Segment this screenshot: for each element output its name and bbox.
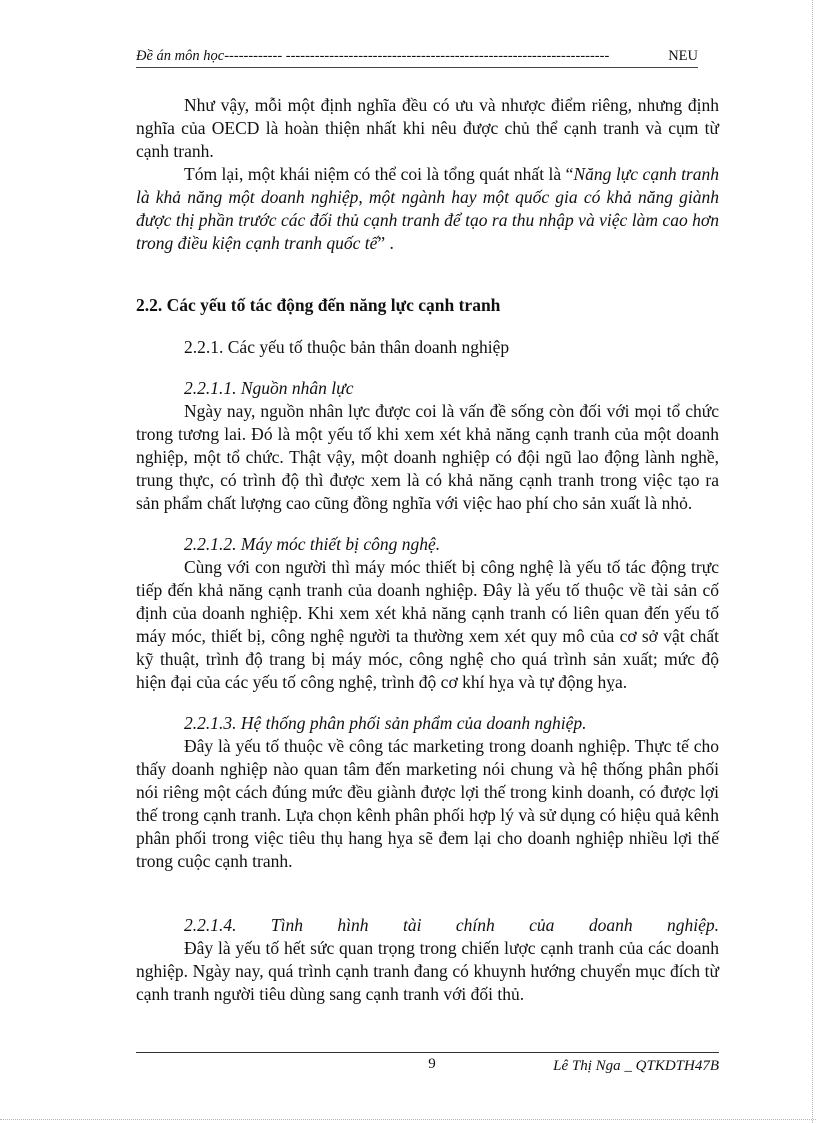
header-school: NEU [668, 48, 698, 64]
subheading-distribution-system: 2.2.1.3. Hệ thống phân phối sản phẩm của doanh nghiệp. [184, 713, 587, 733]
header-title-line [136, 48, 609, 65]
paragraph-financial-situation: Đây là yếu tố hết sức quan trọng trong chiến lược cạnh tranh của các doanh nghiệp. Ngày nay, quá trình cạnh tranh đang có khuynh hướng chuyển mục đích từ cạnh tranh người tiêu dùng sang cạnh tranh với đối thủ. [136, 938, 719, 1004]
paragraph-machinery-technology: Cùng với con người thì máy móc thiết bị công nghệ là yếu tố tác động trực tiếp đến khả năng cạnh tranh của doanh nghiệp. Đây là yếu tố thuộc về tài sản cố định của doanh nghiệp. Khi xem xét khả năng cạnh tranh có liên quan đến yếu tố máy móc, thiết bị, công nghệ người ta thường xem xét quy mô của cơ sở vật chất kỹ thuật, trình độ trang bị máy móc, công nghệ cho quá trình sản xuất; mức độ hiện đại của các yếu tố công nghệ, trình độ cơ khí hỵa và tự động hỵa. [136, 557, 719, 692]
subheading-financial-situation: 2.2.1.4. Tình hình tài chính của doanh nghiệp. [184, 915, 719, 935]
summary-tail: ” . [377, 233, 394, 253]
header-title: Đề án môn học [136, 48, 225, 64]
footer-author: Lê Thị Nga _ QTKDTH47B [553, 1058, 719, 1074]
footer-rule [136, 1052, 719, 1053]
subheading-machinery-technology: 2.2.1.2. Máy móc thiết bị công nghệ. [184, 534, 441, 554]
subsection-heading-2-2-1: 2.2.1. Các yếu tố thuộc bản thân doanh nghiệp [184, 337, 510, 357]
paragraph-summary-definition [136, 163, 719, 255]
summary-lead: Tóm lại, một khái niệm có thể coi là tổng quát nhất là “ [184, 164, 574, 184]
header-dashes: ------------ ------------------------------------------------------------------- [224, 48, 610, 64]
paragraph-oecd-definition: Như vậy, mỗi một định nghĩa đều có ưu và nhược điểm riêng, nhưng định nghĩa của OECD là hoàn thiện nhất khi nêu được chủ thể cạnh tranh và cụm từ cạnh tranh. [136, 95, 719, 161]
page-content [136, 94, 719, 1006]
page-edge-right [812, 0, 814, 1123]
page-edge-bottom [0, 1119, 816, 1121]
page-number: 9 [428, 1056, 436, 1072]
section-heading-2-2: 2.2. Các yếu tố tác động đến năng lực cạnh tranh [136, 295, 501, 315]
paragraph-distribution-system: Đây là yếu tố thuộc về công tác marketing trong doanh nghiệp. Thực tế cho thấy doanh nghiệp nào quan tâm đến marketing nói chung và hệ thống phân phối nói riêng một cách đúng mức đều giành được lợi thế trong kinh doanh, có được lợi thế trong cạnh tranh. Lựa chọn kênh phân phối hợp lý và sử dụng có hiệu quả kênh phân phối trong việc tiêu thụ hang hỵa sẽ đem lại cho doanh nghiệp nhiều lợi thế trong cuộc cạnh tranh. [136, 736, 719, 871]
paragraph-human-resources: Ngày nay, nguồn nhân lực được coi là vấn đề sống còn đối với mọi tổ chức trong tương lai. Đó là một yếu tố khi xem xét khả năng cạnh tranh của một doanh nghiệp, một tổ chức. Thật vậy, một doanh nghiệp có đội ngũ lao động lành nghề, trung thực, có trình độ thì được xem là có khả năng cạnh tranh trong việc tạo ra sản phẩm chất lượng cao cũng đồng nghĩa với việc hao phí cho sản xuất là nhỏ. [136, 401, 719, 513]
subheading-human-resources: 2.2.1.1. Nguồn nhân lực [184, 378, 354, 398]
header-rule [136, 67, 698, 68]
summary-quote: Năng lực cạnh tranh là khả năng một doanh nghiệp, một ngành hay một quốc gia có khả năng giành được thị phần trước các đối thủ cạnh tranh để tạo ra thu nhập và việc làm cao hơn trong điều kiện cạnh tranh quốc tế [136, 164, 719, 253]
